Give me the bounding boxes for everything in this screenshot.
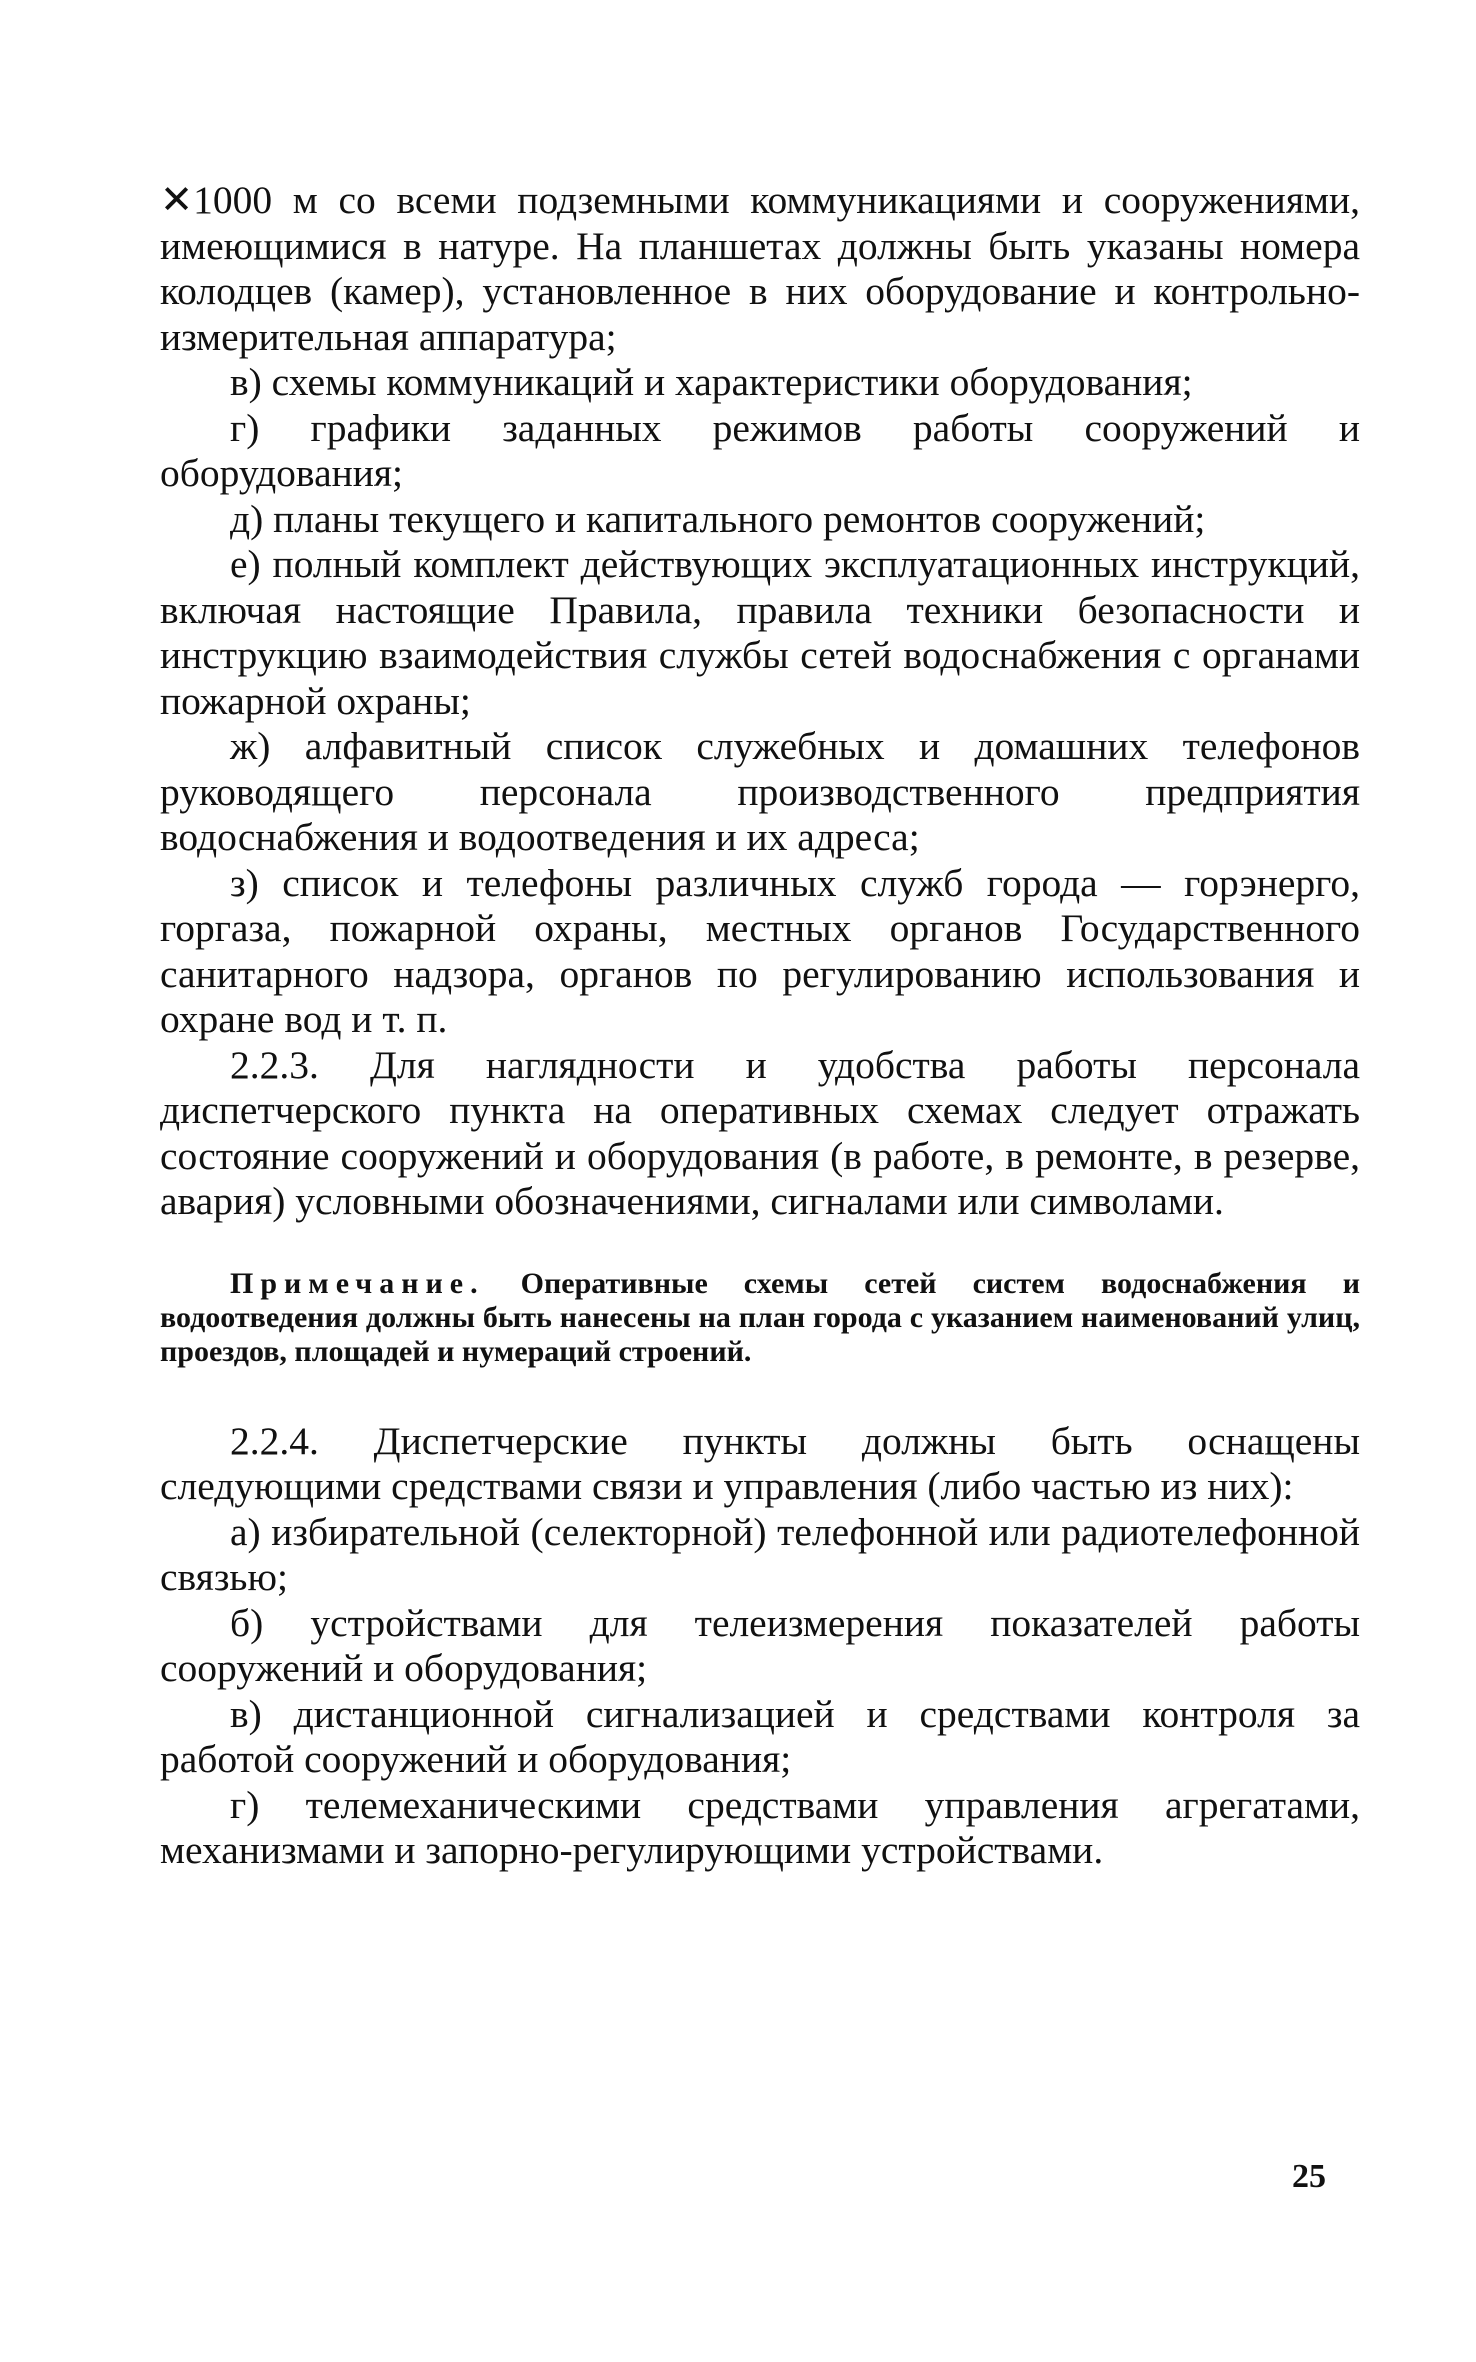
paragraph-item-v: в) схемы коммуникаций и характеристики оборудования; (230, 360, 1193, 404)
paragraph-item-b: б) устройствами для телеизмерения показателей работы сооружений и оборудования; (160, 1600, 1360, 1690)
note-text: Оперативные схемы сетей систем водоснабжения и водоотведения должны быть нанесены на план города с указанием наименований улиц, проездов, площадей и нумераций строений. (160, 1266, 1360, 1368)
paragraph-section-2-2-3: 2.2.3. Для наглядности и удобства работы персонала диспетчерского пункта на оперативных схемах следует отражать состояние сооружений и оборудования (в работе, в ремонте, в резерве, авария) условными обозначениями, сигналами или символами. (160, 1042, 1360, 1223)
paragraph-item-g: г) графики заданных режимов работы сооружений и оборудования; (160, 405, 1360, 495)
paragraph-item-d: д) планы текущего и капитального ремонтов сооружений; (230, 496, 1206, 541)
paragraph-item-g-2: г) телемеханическими средствами управления агрегатами, механизмами и запорно-регулирующими устройствами. (160, 1782, 1360, 1872)
paragraph-section-2-2-4: 2.2.4. Диспетчерские пункты должны быть оснащены следующими средствами связи и управления (либо частью из них): (160, 1418, 1360, 1508)
paragraph-item-v-2: в) дистанционной сигнализацией и средствами контроля за работой сооружений и оборудования; (160, 1691, 1360, 1781)
paragraph-item-e: е) полный комплект действующих эксплуатационных инструкций, включая настоящие Правила, правила техники безопасности и инструкцию взаимодействия службы сетей водоснабжения с органами пожарной охраны; (160, 542, 1360, 723)
paragraph-item-z: з) список и телефоны различных служб города — горэнерго, горгаза, пожарной охраны, местных органов Государственного санитарного надзора, органов по регулированию использования и охране вод и т. п. (160, 860, 1360, 1041)
page-number: 25 (1292, 2158, 1326, 2195)
paragraph-item-a: а) избирательной (селекторной) телефонной или радиотелефонной связью; (160, 1509, 1360, 1599)
document-page (160, 178, 1360, 1874)
paragraph-intro: ✕1000 м со всеми подземными коммуникациями и сооружениями, имеющимися в натуре. На планшетах должны быть указаны номера колодцев (камер), установленное в них оборудование и контрольно-измерительная аппаратура; (160, 178, 1360, 359)
note-block (160, 1267, 1360, 1369)
paragraph-item-zh: ж) алфавитный список служебных и домашних телефонов руководящего персонала производственного предприятия водоснабжения и водоотведения и их адреса; (160, 724, 1360, 859)
note-label: Примечание. (230, 1266, 485, 1300)
